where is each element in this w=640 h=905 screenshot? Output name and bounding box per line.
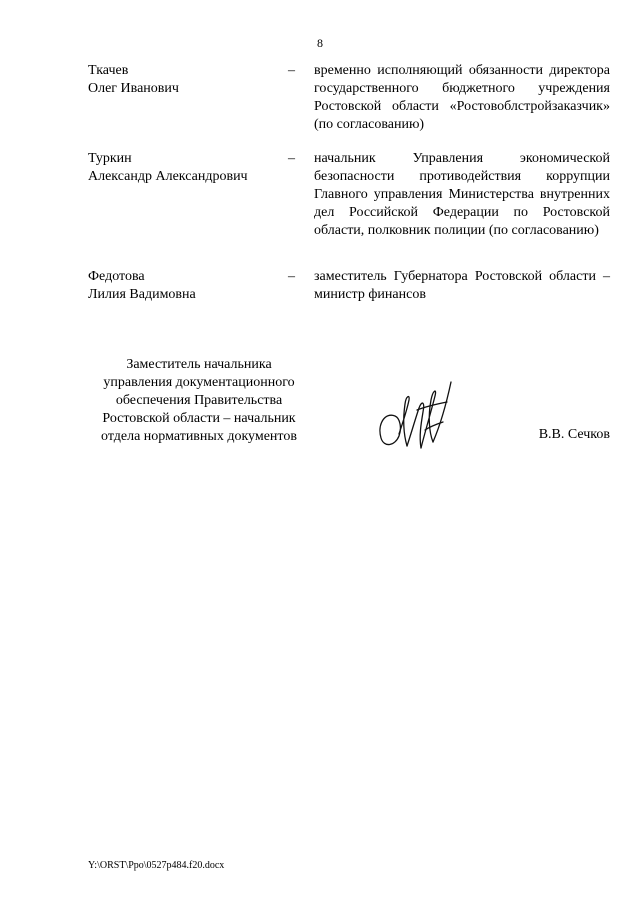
member-name bbox=[88, 62, 288, 98]
member-given-names: Олег Иванович bbox=[88, 81, 179, 96]
member-position: временно исполняющий обязанности директора государственного бюджетного учреждения Ростовской области «Ростовоблстройзаказчик» (по согласованию) bbox=[314, 63, 610, 132]
member-dash: – bbox=[288, 63, 295, 78]
member-dash: – bbox=[288, 269, 295, 284]
page-number: 8 bbox=[317, 36, 323, 50]
signatory-position-line: обеспечения Правительства bbox=[115, 393, 283, 408]
member-surname: Ткачев bbox=[88, 63, 129, 78]
member-dash: – bbox=[288, 151, 295, 166]
member-position: начальник Управления экономической безопасности противодействия коррупции Главного управления Министерства внутренних дел Российской Федерации по Ростовской области, полковник полиции (по согласованию) bbox=[314, 151, 610, 238]
member-name bbox=[88, 268, 288, 304]
file-path-footer: Y:\ORST\Ppo\0527p484.f20.docx bbox=[88, 860, 225, 871]
handwritten-signature bbox=[373, 372, 463, 456]
member-position: заместитель Губернатора Ростовской области – министр финансов bbox=[314, 269, 610, 302]
signatory-position-line: Ростовской области – начальник bbox=[102, 411, 296, 426]
member-surname: Федотова bbox=[88, 269, 145, 284]
signatory-position-line: Заместитель начальника bbox=[126, 357, 272, 372]
member-name bbox=[88, 150, 288, 186]
member-given-names: Александр Александрович bbox=[88, 169, 248, 184]
signatory-position-line: отдела нормативных документов bbox=[101, 429, 297, 444]
member-surname: Туркин bbox=[88, 151, 132, 166]
signatory-position-line: управления документационного bbox=[103, 375, 295, 390]
signature-block bbox=[88, 356, 610, 466]
member-given-names: Лилия Вадимовна bbox=[88, 287, 196, 302]
signatory-position bbox=[88, 356, 310, 446]
signer-name: В.В. Сечков bbox=[538, 427, 610, 442]
